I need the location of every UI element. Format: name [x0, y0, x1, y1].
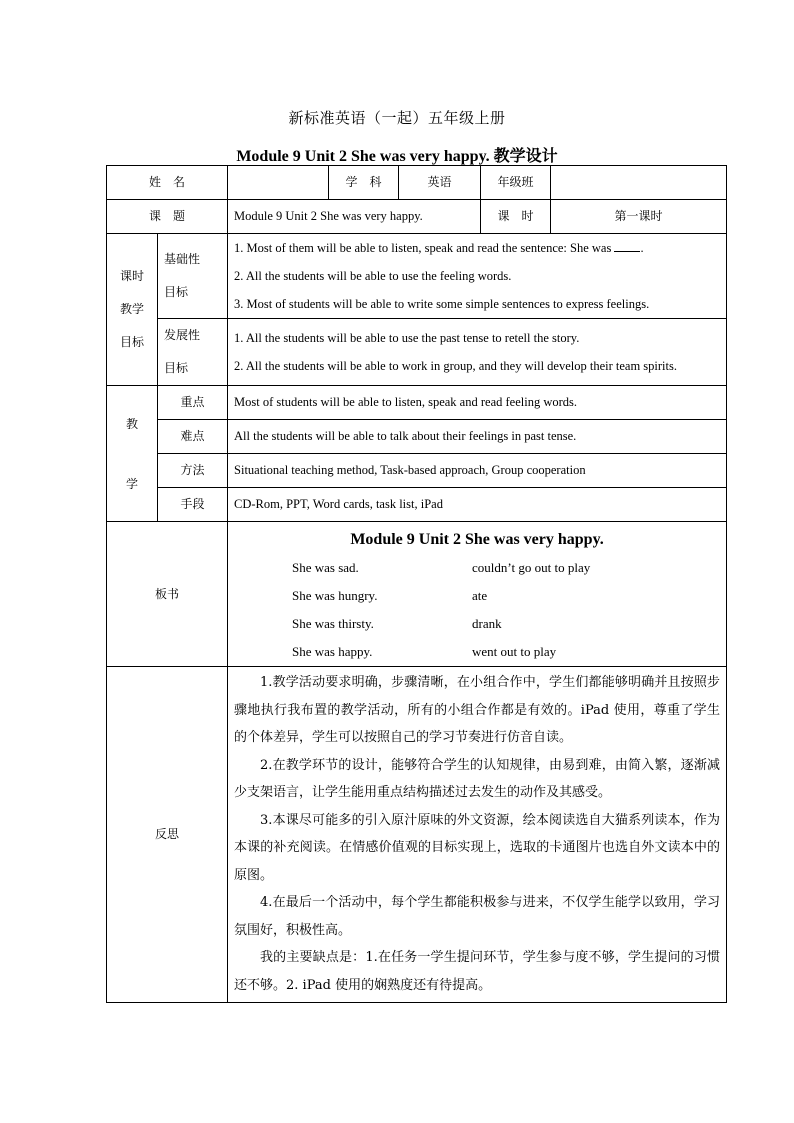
board-title: Module 9 Unit 2 She was very happy.: [350, 531, 604, 548]
reflection-label: 反思: [107, 667, 228, 1003]
dev-goal-item: 1. All the students will be able to use the past tense to retell the story.: [234, 331, 580, 345]
subject-value: 英语: [399, 166, 481, 200]
name-value: [228, 166, 329, 200]
board-content: [228, 522, 727, 667]
board-label: 板书: [107, 522, 228, 667]
basic-goals-list: [228, 234, 727, 319]
reflection-paragraph: 2.在教学环节的设计，能够符合学生的认知规律，由易到难，由简入繁，逐渐减少支架语言，让学生能用重点结构描述过去发生的动作及其感受。: [234, 757, 721, 800]
dev-goals-label: [158, 319, 228, 386]
goals-label-line: 目标: [119, 335, 144, 349]
board-line: [228, 554, 726, 582]
period-label: 课 时: [481, 200, 551, 234]
basic-label-line: 基础性: [164, 252, 201, 266]
reflection-paragraph: 我的主要缺点是：1.在任务一学生提问环节，学生参与度不够，学生提问的习惯还不够。2. iPad 使用的娴熟度还有待提高。: [234, 950, 721, 993]
teaching-row-label: 重点: [158, 386, 228, 420]
goals-dev-row: [107, 319, 727, 386]
document-title: Module 9 Unit 2 She was very happy. 教学设计: [236, 148, 558, 165]
topic-value: Module 9 Unit 2 She was very happy.: [228, 200, 481, 234]
goals-basic-row: [107, 234, 727, 319]
reflection-row: [107, 667, 727, 1003]
board-right: ate: [472, 588, 488, 603]
teaching-row-value: CD-Rom, PPT, Word cards, task list, iPad: [228, 488, 727, 522]
teaching-row: [107, 454, 727, 488]
teaching-label-top: 教: [125, 416, 138, 431]
goals-label-line: 教学: [119, 302, 144, 316]
topic-label: 课 题: [107, 200, 228, 234]
teaching-row-label: 难点: [158, 420, 228, 454]
board-row: [107, 522, 727, 667]
goals-section-label: [107, 234, 158, 386]
period-value: 第一课时: [551, 200, 727, 234]
teaching-label-bottom: 学: [125, 476, 138, 491]
info-row-2: [107, 200, 727, 234]
grade-label: 年级班: [481, 166, 551, 200]
reflection-paragraph: 4.在最后一个活动中，每个学生都能积极参与进来，不仅学生能学以致用，学习氛围好，积极性高。: [234, 895, 721, 938]
board-left: She was thirsty.: [292, 616, 374, 631]
reflection-content: [228, 667, 727, 1003]
lesson-plan-table: [106, 165, 727, 1003]
basic-goals-label: [158, 234, 228, 319]
subject-label: 学 科: [329, 166, 399, 200]
goals-label-line: 课时: [119, 269, 144, 283]
teaching-row: [107, 488, 727, 522]
basic-goal-item: 3. Most of students will be able to write some simple sentences to express feelings.: [234, 297, 650, 311]
board-right: went out to play: [472, 644, 557, 659]
board-left: She was hungry.: [292, 588, 378, 603]
teaching-row-label: 方法: [158, 454, 228, 488]
basic-goal-item: 1. Most of them will be able to listen, speak and read the sentence: She was .: [234, 241, 644, 255]
board-line: [228, 610, 726, 638]
board-right: drank: [472, 616, 502, 631]
basic-label-line: 目标: [164, 285, 189, 299]
dev-label-line: 发展性: [164, 328, 201, 342]
teaching-row-label: 手段: [158, 488, 228, 522]
dev-goals-list: [228, 319, 727, 386]
board-left: She was sad.: [292, 560, 359, 575]
teaching-section-label: [107, 386, 158, 522]
teaching-row: [107, 420, 727, 454]
document-subtitle: 新标准英语（一起）五年级上册: [288, 109, 506, 127]
board-right: couldn’t go out to play: [472, 560, 591, 575]
dev-label-line: 目标: [164, 361, 189, 375]
reflection-paragraph: 3.本课尽可能多的引入原汁原味的外文资源，绘本阅读选自大猫系列读本，作为本课的补充阅读。在情感价值观的目标实现上，选取的卡通图片也选自外文读本中的原图。: [234, 812, 721, 883]
name-label: 姓 名: [107, 166, 228, 200]
fill-in-blank: [614, 241, 640, 252]
teaching-row-value: All the students will be able to talk about their feelings in past tense.: [228, 420, 727, 454]
board-left: She was happy.: [292, 644, 373, 659]
grade-value: [551, 166, 727, 200]
info-row-1: [107, 166, 727, 200]
reflection-paragraph: 1.教学活动要求明确，步骤清晰，在小组合作中，学生们都能够明确并且按照步骤地执行我布置的教学活动，所有的小组合作都是有效的。iPad 使用，尊重了学生的个体差异，学生可以按照自己的学习节奏进行仿音自读。: [234, 675, 721, 745]
dev-goal-item: 2. All the students will be able to work in group, and they will develop their team spirits.: [234, 359, 677, 373]
basic-goal-item: 2. All the students will be able to use the feeling words.: [234, 269, 512, 283]
board-line: [228, 638, 726, 666]
board-line: [228, 582, 726, 610]
teaching-row: [107, 386, 727, 420]
teaching-row-value: Most of students will be able to listen, speak and read feeling words.: [228, 386, 727, 420]
teaching-row-value: Situational teaching method, Task-based approach, Group cooperation: [228, 454, 727, 488]
